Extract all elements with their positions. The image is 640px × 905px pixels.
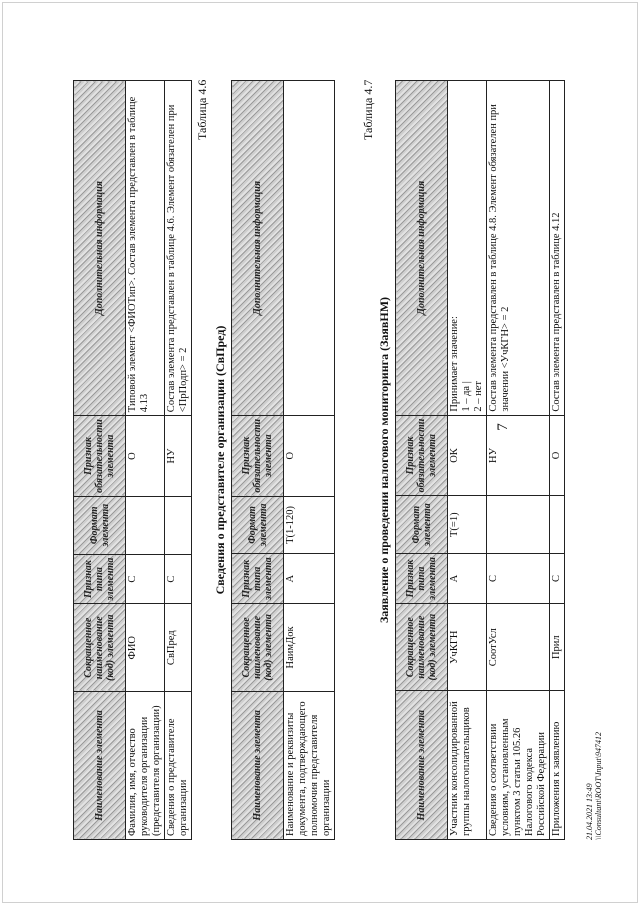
column-header: Сокращенное наименование (код) элемента — [74, 604, 126, 692]
column-header: Признак типа элемента — [232, 554, 284, 604]
table-row — [165, 81, 192, 840]
table-cell: Приложения к заявлению — [550, 691, 565, 840]
table-cell: С — [550, 554, 565, 604]
table-row — [448, 81, 487, 840]
column-header: Формат элемента — [396, 496, 448, 554]
column-header: Наименование элемента — [232, 691, 284, 839]
footer-date: 21.04.2021 13:49 — [585, 783, 594, 840]
table-cell: T(1-120) — [284, 496, 335, 554]
table-cell — [165, 496, 192, 554]
table-cell: Принимает значение: 1 – да | 2 – нет — [448, 81, 487, 416]
table-cell: Участник консолидированной группы налогоплательщиков — [448, 691, 487, 840]
table-cell: Сведения о представителе организации — [165, 691, 192, 839]
table-cell: ФИО — [126, 604, 165, 692]
table-cell: Состав элемента представлен в таблице 4.8. Элемент обязателен при значении <УчКГН> = 2 — [487, 81, 550, 416]
column-header: Признак обязательности элемента — [74, 416, 126, 497]
page-number: 7 — [495, 423, 511, 431]
table-cell: Наименование и реквизиты документа, подтверждающего полномочия представителя организации — [284, 691, 335, 839]
table-cell: Прил — [550, 603, 565, 690]
column-header: Признак типа элемента — [396, 554, 448, 604]
table-row — [284, 81, 335, 840]
column-header: Признак обязательности элемента — [232, 415, 284, 496]
table-header-row — [232, 81, 284, 840]
column-header: Дополнительная информация — [74, 81, 126, 416]
table-cell — [550, 496, 565, 554]
column-header: Формат элемента — [74, 496, 126, 554]
column-header: Дополнительная информация — [232, 81, 284, 416]
table-cell: О — [550, 415, 565, 496]
table-cell: С — [165, 554, 192, 604]
table-row — [550, 81, 565, 840]
table-cell: С — [126, 554, 165, 604]
table-header-row — [396, 81, 448, 840]
column-header: Формат элемента — [232, 496, 284, 554]
table-4-6 — [231, 80, 335, 840]
column-header: Признак обязательности элемента — [396, 415, 448, 496]
table-cell: Состав элемента представлен в таблице 4.6. Элемент обязателен при <ПрПодп> = 2 — [165, 81, 192, 416]
table-caption-4-7: Заявление о проведении налогового мониторинга (ЗаявНМ) — [377, 296, 391, 624]
table-cell: Сведения о соответствии условиям, установленным пунктом 3 статьи 105.26 Налогового кодекса Российской Федерации — [487, 691, 550, 840]
table-cell: А — [448, 554, 487, 604]
column-header: Наименование элемента — [396, 691, 448, 840]
table-cell: Состав элемента представлен в таблице 4.12 — [550, 81, 565, 416]
table-cell: ОК — [448, 415, 487, 496]
table-cell: С — [487, 554, 550, 604]
table-label-4-7: Таблица 4.7 — [361, 79, 375, 140]
table-cell: УчКГН — [448, 603, 487, 690]
table-cell: О — [126, 416, 165, 497]
footer-stamp — [585, 732, 603, 840]
table-4-7 — [395, 80, 565, 840]
table-cell — [487, 496, 550, 554]
table-cell: НаимДок — [284, 604, 335, 692]
table-row — [126, 81, 165, 840]
footer-path: \\Consultant\ROOT\Input\947412 — [594, 731, 603, 840]
column-header: Сокращенное наименование (код) элемента — [396, 603, 448, 690]
table-cell: Фамилия, имя, отчество руководителя организации (представителя организации) — [126, 691, 165, 839]
table-cell: НУ — [487, 415, 550, 496]
column-header: Наименование элемента — [74, 691, 126, 839]
table-label-4-6: Таблица 4.6 — [195, 79, 209, 140]
table-cell: НУ — [165, 416, 192, 497]
table-cell: СоотУсл — [487, 603, 550, 690]
table-header-row — [74, 81, 126, 840]
table-cell: А — [284, 554, 335, 604]
table-cell: T(=1) — [448, 496, 487, 554]
table-cell — [126, 496, 165, 554]
column-header: Сокращенное наименование (код) элемента — [232, 604, 284, 692]
rotated-content — [65, 70, 603, 840]
column-header: Признак типа элемента — [74, 554, 126, 604]
table-cell: О — [284, 415, 335, 496]
table-cell — [284, 81, 335, 416]
table-cell: СвПред — [165, 604, 192, 692]
table-caption-4-6: Сведения о представителе организации (СвПред) — [213, 325, 227, 595]
table-row — [487, 81, 550, 840]
column-header: Дополнительная информация — [396, 81, 448, 416]
table-continued — [73, 80, 192, 840]
table-cell: Типовой элемент <ФИОТип>. Состав элемента представлен в таблице 4.13 — [126, 81, 165, 416]
